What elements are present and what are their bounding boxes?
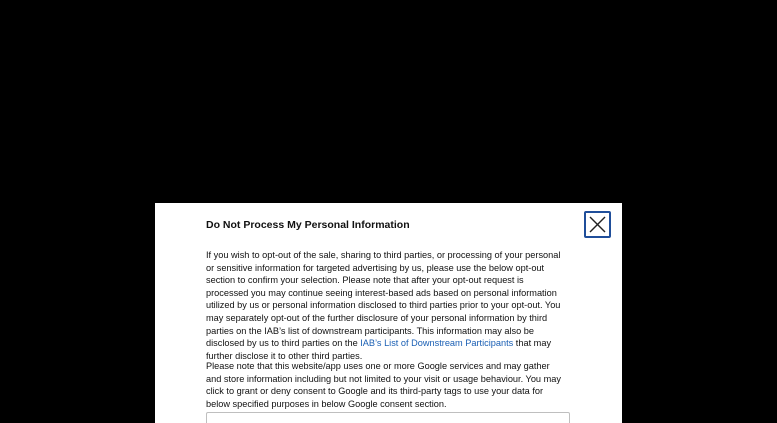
dialog-title: Do Not Process My Personal Information bbox=[206, 219, 410, 231]
close-button[interactable] bbox=[584, 211, 611, 238]
google-consent-section[interactable] bbox=[206, 412, 570, 423]
google-consent-notice: Please note that this website/app uses one or more Google services and may gather and store information including but not limited to your visit or usage behaviour. You may click to grant or deny consent to Google and its third-party tags to use your data for below specified purposes in below Google consent section. bbox=[206, 361, 561, 409]
opt-out-description bbox=[206, 249, 566, 362]
iab-downstream-participants-link[interactable]: IAB’s List of Downstream Participants bbox=[360, 338, 514, 349]
opt-out-text-end: that may further disclose it to other third parties. bbox=[206, 338, 552, 361]
close-icon bbox=[588, 215, 607, 234]
privacy-dialog bbox=[155, 203, 622, 423]
opt-out-text: If you wish to opt-out of the sale, sharing to third parties, or processing of your personal or sensitive information for targeted advertising by us, please use the below opt-out section to confirm your selection. Please note that after your opt-out request is processed you may continue seeing interest-based ads based on personal information utilized by us or personal information disclosed to third parties prior to your opt-out. You may separately opt-out of the further disclosure of your personal information by third parties on the IAB’s list of downstream participants. This information may also be disclosed by us to third parties on the bbox=[206, 250, 561, 349]
